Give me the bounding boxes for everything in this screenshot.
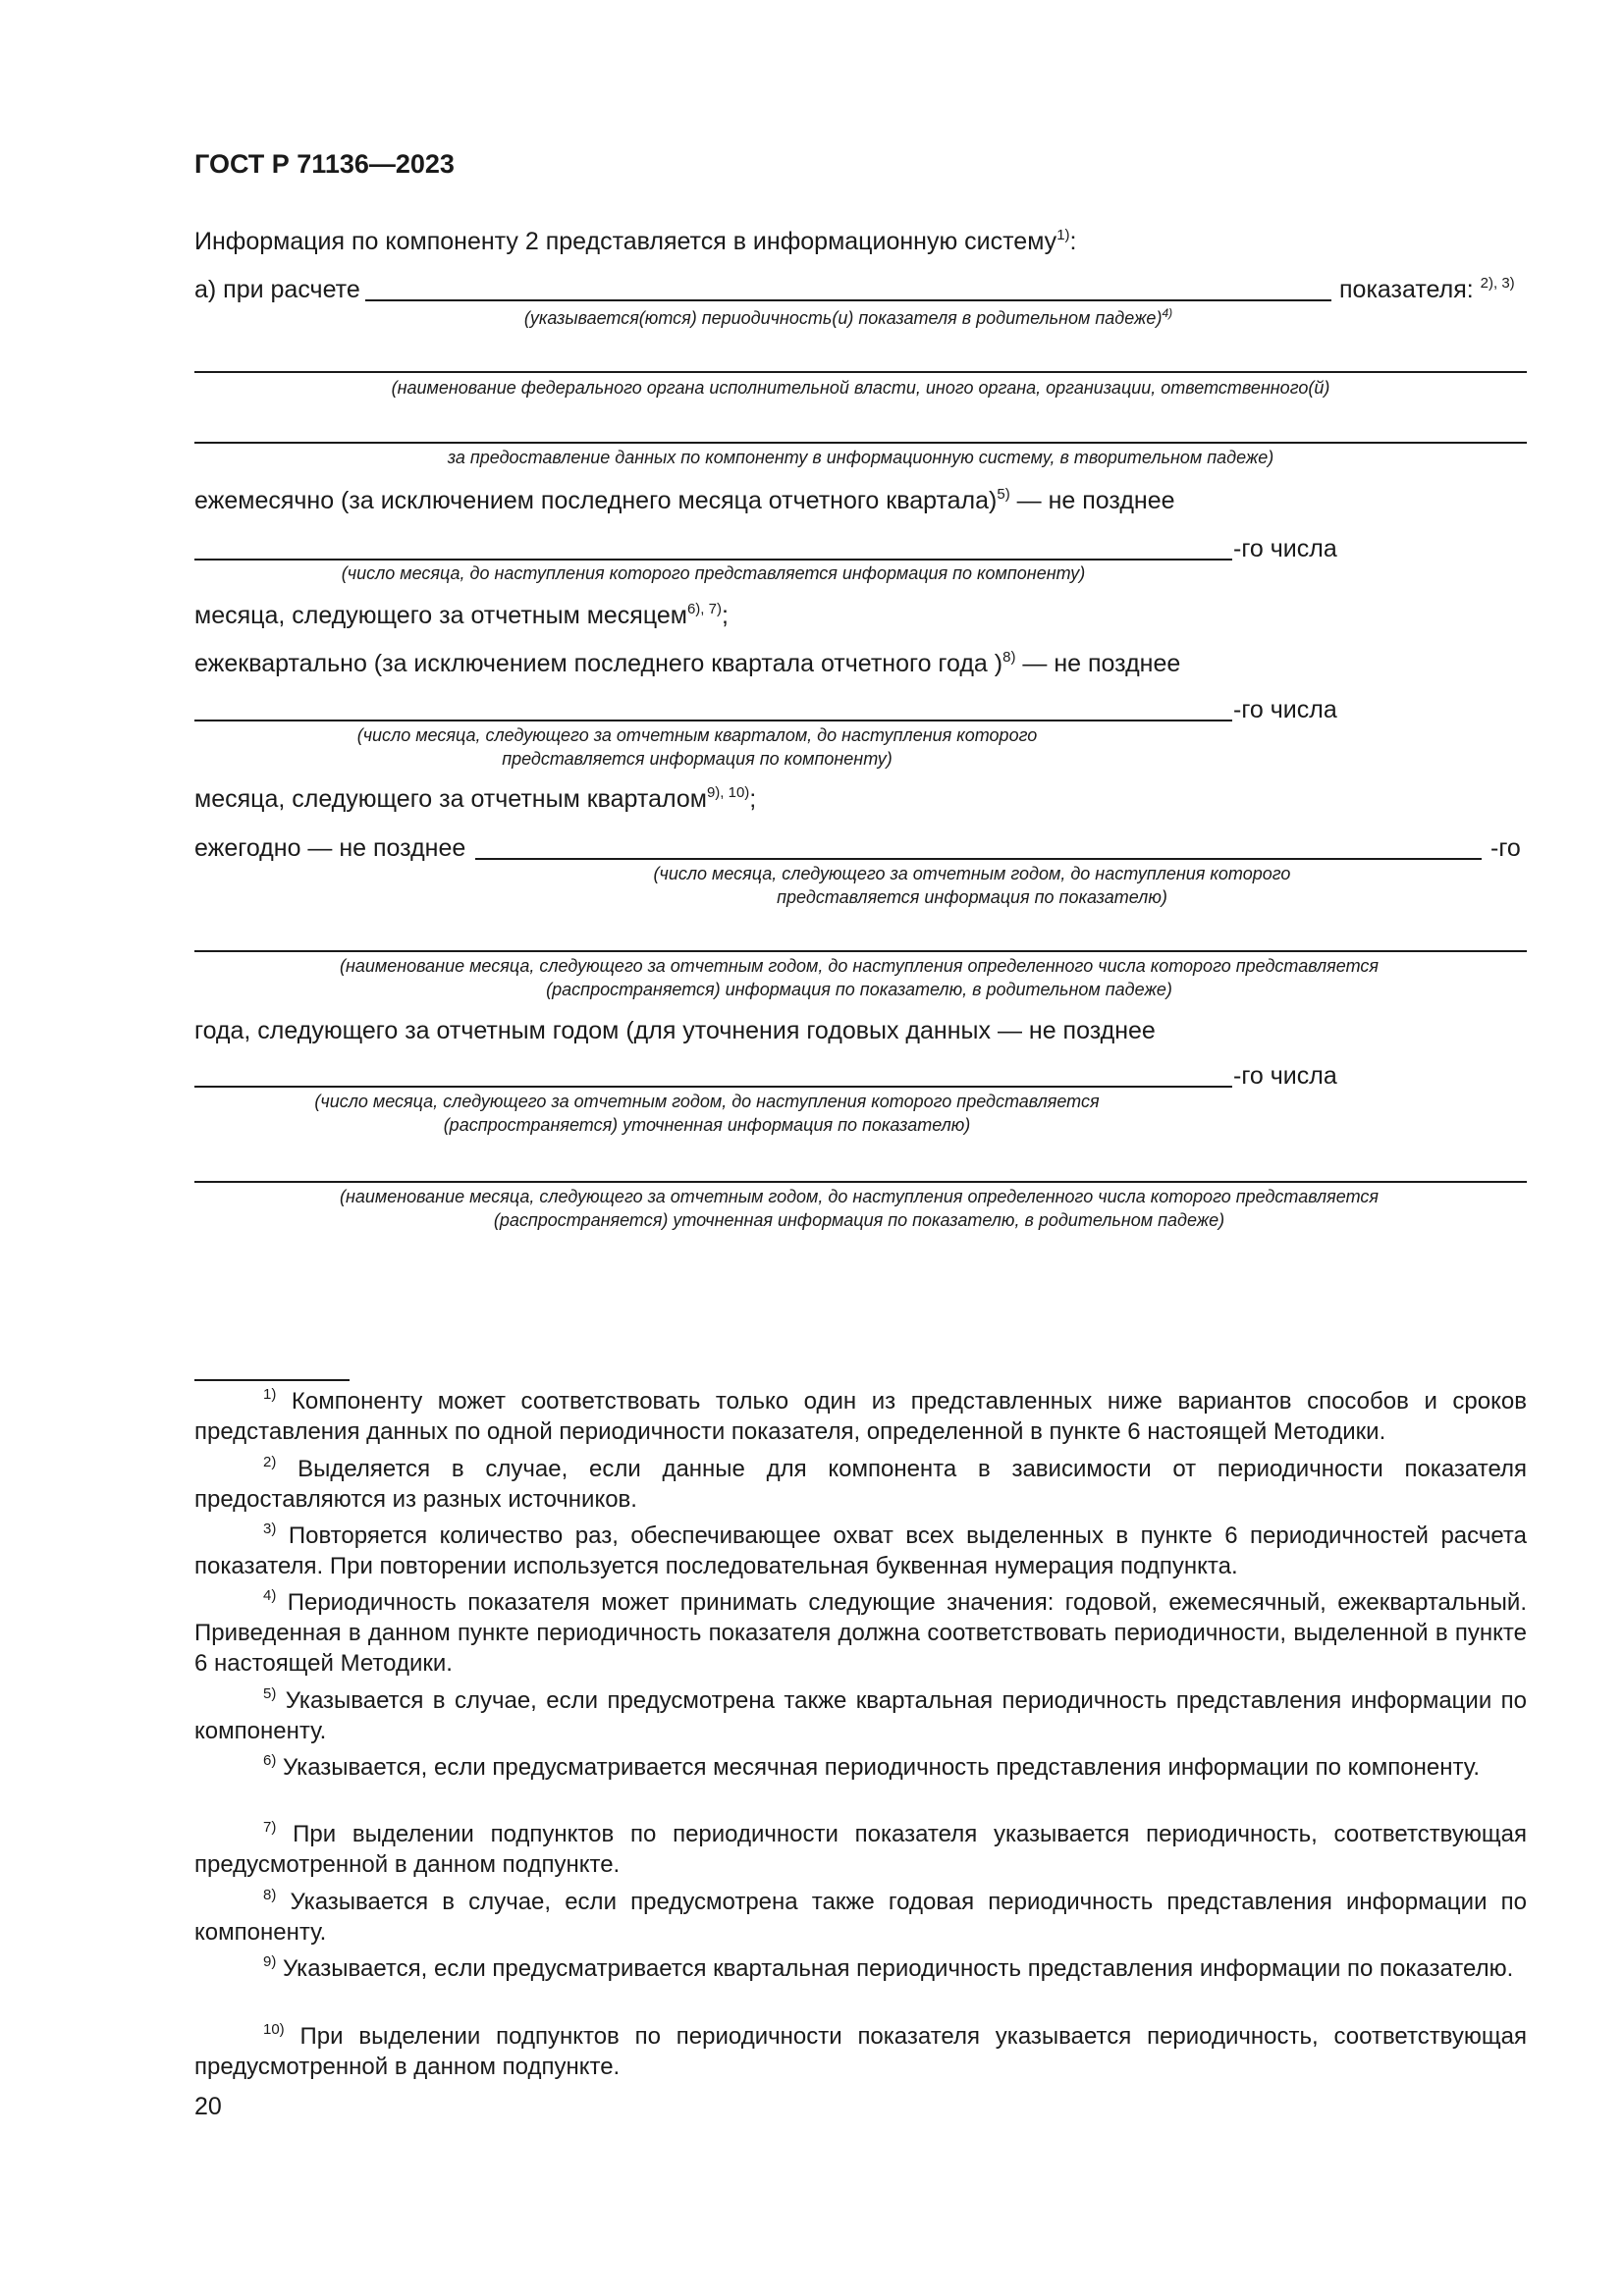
- month-after-tail: ;: [721, 602, 729, 629]
- footnote-text: Компоненту может соответствовать только один из представленных ниже вариантов способов и сроков представления данных по одной периодичности показателя, определенной в пункте 6 настоящей Методики.: [194, 1388, 1527, 1445]
- footnote-number: 7): [263, 1819, 277, 1836]
- month-after-text: месяца, следующего за отчетным месяцем: [194, 602, 687, 629]
- footnote-ref: 6), 7): [686, 601, 722, 617]
- page-number: 20: [194, 2093, 222, 2120]
- monthly-line: [194, 487, 1175, 515]
- yearly-label: ежегодно — не позднее: [194, 834, 466, 862]
- footnote-1: [194, 1386, 1527, 1447]
- caption-periodicity-text: (указывается(ются) периодичность(и) показателя в родительном падеже): [523, 308, 1163, 328]
- footnote-ref: 8): [1002, 649, 1016, 666]
- footnote-ref: 9), 10): [706, 784, 750, 801]
- go-chisla-label: -го числа: [1233, 1062, 1337, 1090]
- footnote-text: Выделяется в случае, если данные для компонента в зависимости от периодичности показателя предоставляются из разных источников.: [194, 1456, 1527, 1513]
- footnote-number: 10): [263, 2021, 285, 2038]
- quarter-after-tail: ;: [749, 785, 757, 813]
- footnote-text: Указывается, если предусматривается квартальная периодичность представления информации по показателю.: [283, 1955, 1514, 1982]
- quarter-after-text: месяца, следующего за отчетным кварталом: [194, 785, 707, 813]
- footnote-number: 5): [263, 1685, 277, 1702]
- item-a-after: [1339, 276, 1515, 304]
- intro-tail: :: [1069, 228, 1077, 255]
- blank-line-yearly-day[interactable]: [475, 858, 1482, 860]
- footnote-text: Указывается в случае, если предусмотрена также квартальная периодичность представления информации по компоненту.: [194, 1687, 1527, 1744]
- intro-text: Информация по компоненту 2 представляется в информационную систему: [194, 228, 1057, 255]
- footnote-number: 8): [263, 1887, 277, 1903]
- footnote-8: [194, 1887, 1527, 1948]
- caption-quarterly-day: (число месяца, следующего за отчетным кварталом, до наступления которого представляется информация по компоненту): [356, 725, 1038, 769]
- caption-monthly-day: (число месяца, до наступления которого представляется информация по компоненту): [341, 563, 1086, 583]
- footnote-number: 2): [263, 1454, 277, 1470]
- blank-line-authority[interactable]: [194, 371, 1527, 373]
- quarterly-tail: — не позднее: [1015, 650, 1181, 677]
- monthly-tail: — не позднее: [1009, 487, 1175, 514]
- footnote-7: [194, 1819, 1527, 1880]
- footnote-5: [194, 1685, 1527, 1746]
- quarter-after-line: [194, 785, 756, 814]
- go-chisla-label: -го числа: [1233, 535, 1337, 562]
- caption-refined-day: (число месяца, следующего за отчетным годом, до наступления которого представляется (распространяется) уточненная информация по показателю): [314, 1092, 1100, 1135]
- caption-yearly-month: (наименование месяца, следующего за отчетным годом, до наступления определенного числа которого представляется (распространяется) информация по показателю, в родительном падеже): [339, 956, 1380, 999]
- footnote-9: [194, 1953, 1527, 1984]
- document-header: ГОСТ Р 71136—2023: [194, 149, 455, 179]
- caption-periodicity: [365, 306, 1331, 330]
- month-after-line: [194, 602, 729, 630]
- footnote-ref: 4): [1162, 306, 1173, 320]
- footnote-ref: 2), 3): [1480, 275, 1515, 292]
- footnote-ref: 5): [997, 486, 1010, 503]
- intro-line: [194, 228, 1076, 256]
- footnote-text: При выделении подпунктов по периодичности показателя указывается периодичность, соответствующая предусмотренной в данном подпункте.: [194, 1821, 1527, 1878]
- footnote-3: [194, 1521, 1527, 1581]
- blank-line-monthly-day[interactable]: [194, 559, 1232, 561]
- blank-line-periodicity[interactable]: [365, 299, 1331, 301]
- item-a-label: а) при расчете: [194, 276, 360, 303]
- footnote-2: [194, 1454, 1527, 1515]
- blank-line-yearly-month[interactable]: [194, 950, 1527, 952]
- yearly-after: -го: [1490, 834, 1521, 862]
- blank-line-refined-day[interactable]: [194, 1086, 1232, 1088]
- blank-line-quarterly-day[interactable]: [194, 720, 1232, 721]
- footnote-text: Повторяется количество раз, обеспечивающее охват всех выделенных в пункте 6 периодичностей расчета показателя. При повторении используется последовательная буквенная нумерация подпункта.: [194, 1522, 1528, 1579]
- footnote-ref: 1): [1056, 227, 1070, 243]
- footnote-number: 4): [263, 1587, 277, 1604]
- quarterly-line: [194, 650, 1180, 678]
- footnote-number: 6): [263, 1752, 277, 1769]
- item-a-after-text: показателя:: [1339, 276, 1474, 303]
- quarterly-text: ежеквартально (за исключением последнего квартала отчетного года ): [194, 650, 1003, 677]
- monthly-text: ежемесячно (за исключением последнего месяца отчетного квартала): [194, 487, 998, 514]
- footnote-text: При выделении подпунктов по периодичности показателя указывается периодичность, соответствующая предусмотренной в данном подпункте.: [194, 2023, 1527, 2080]
- go-chisla-label: -го числа: [1233, 696, 1337, 723]
- caption-refined-month: (наименование месяца, следующего за отчетным годом, до наступления определенного числа которого представляется (распространяется) уточненная информация по показателю, в родительном падеже): [339, 1187, 1380, 1230]
- footnote-number: 3): [263, 1521, 277, 1537]
- caption-responsible: за предоставление данных по компоненту в информационную систему, в творительном падеже): [447, 448, 1274, 467]
- footnote-text: Указывается в случае, если предусмотрена также годовая периодичность представления информации по компоненту.: [194, 1889, 1527, 1946]
- blank-line-responsible[interactable]: [194, 442, 1527, 444]
- footnote-separator: [194, 1379, 350, 1381]
- footnote-text: Указывается, если предусматривается месячная периодичность представления информации по компоненту.: [283, 1754, 1480, 1781]
- footnote-6: [194, 1752, 1527, 1783]
- footnote-number: 1): [263, 1386, 277, 1403]
- caption-yearly-day: (число месяца, следующего за отчетным годом, до наступления которого представляется информация по показателю): [653, 864, 1291, 907]
- blank-line-refined-month[interactable]: [194, 1181, 1527, 1183]
- year-after-text: года, следующего за отчетным годом (для уточнения годовых данных — не позднее: [194, 1017, 1156, 1044]
- footnote-number: 9): [263, 1953, 277, 1970]
- footnote-text: Периодичность показателя может принимать следующие значения: годовой, ежемесячный, ежеквартальный. Приведенная в данном пункте периодичность показателя должна соответствовать периодичности, выделенной в пункте 6 настоящей Методики.: [194, 1589, 1527, 1677]
- footnote-10: [194, 2021, 1527, 2082]
- caption-authority: (наименование федерального органа исполнительной власти, иного органа, организации, ответственного(й): [391, 378, 1330, 398]
- footnote-4: [194, 1587, 1527, 1679]
